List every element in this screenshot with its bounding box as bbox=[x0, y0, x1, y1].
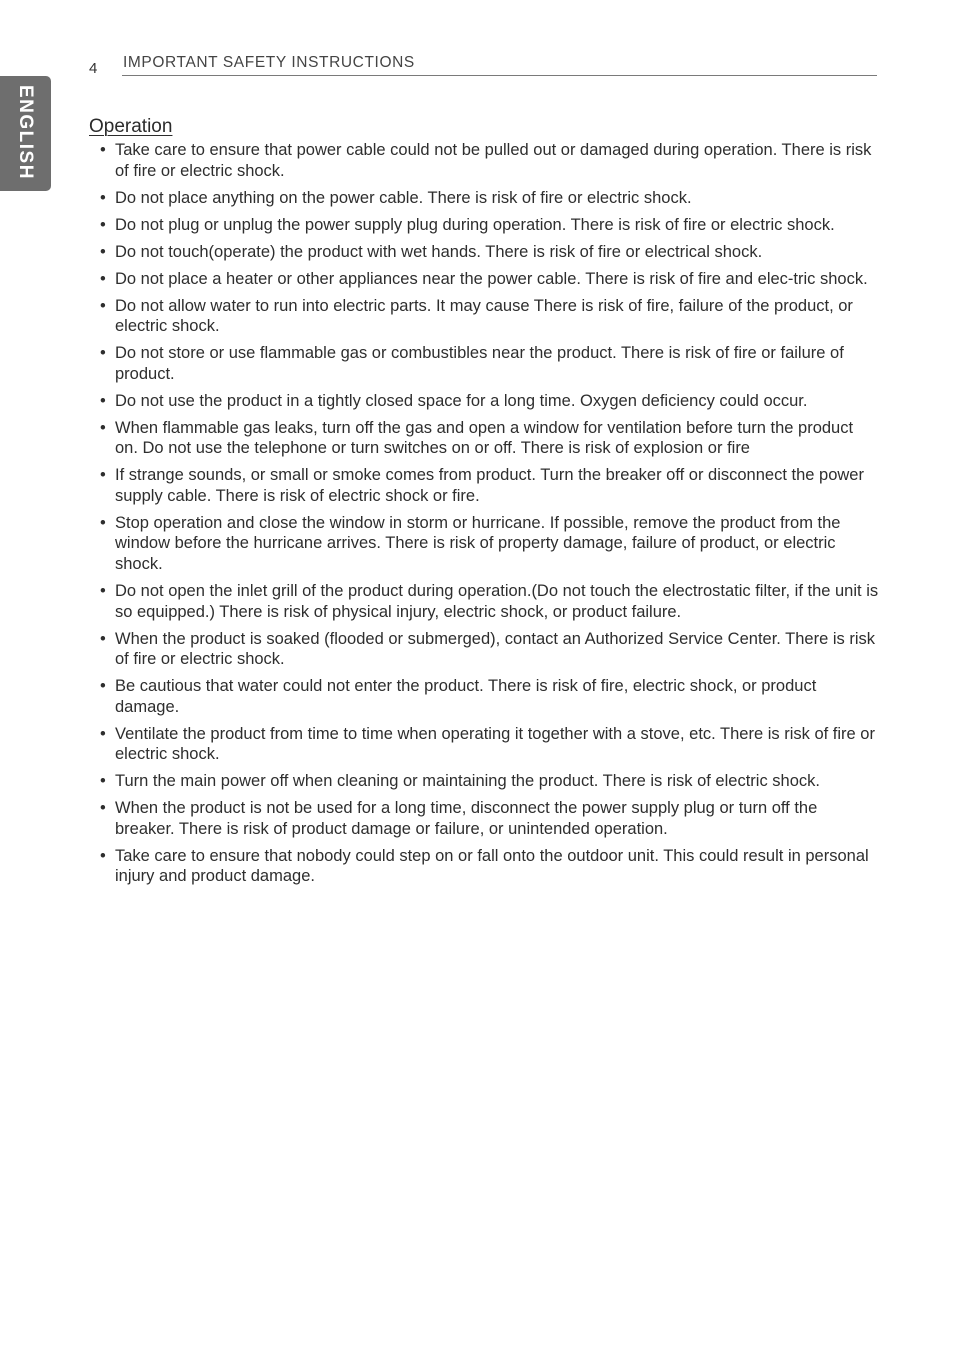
list-item bbox=[100, 140, 880, 181]
bullet-icon: • bbox=[100, 188, 106, 207]
list-item bbox=[100, 242, 880, 263]
bullet-icon: • bbox=[100, 772, 106, 791]
bullet-icon: • bbox=[100, 513, 106, 532]
list-item-text: Do not plug or unplug the power supply plug during operation. There is risk of fire or electric shock. bbox=[115, 215, 835, 234]
list-item bbox=[100, 629, 880, 670]
bullet-icon: • bbox=[100, 215, 106, 234]
list-item bbox=[100, 391, 880, 412]
bullet-icon: • bbox=[100, 418, 106, 437]
list-item-text: When the product is not be used for a long time, disconnect the power supply plug or turn off the breaker. There is risk of product damage or failure, or unintended operation. bbox=[115, 799, 818, 838]
list-item-text: Stop operation and close the window in storm or hurricane. If possible, remove the product from the window before the hurricane arrives. There is risk of property damage, failure of product, or electric shock. bbox=[115, 513, 841, 573]
list-item-text: Take care to ensure that power cable could not be pulled out or damaged during operation. There is risk of fire or electric shock. bbox=[115, 141, 872, 180]
bullet-icon: • bbox=[100, 141, 106, 159]
list-item bbox=[100, 771, 880, 792]
bullet-icon: • bbox=[100, 344, 106, 363]
list-item-text: Do not place anything on the power cable. There is risk of fire or electric shock. bbox=[115, 188, 692, 207]
section-title: Operation bbox=[89, 116, 173, 137]
language-tab-label: ENGLISH bbox=[15, 85, 36, 180]
bullet-icon: • bbox=[100, 296, 106, 315]
list-item-text: Turn the main power off when cleaning or maintaining the product. There is risk of electric shock. bbox=[115, 772, 820, 791]
language-tab bbox=[0, 76, 51, 191]
list-item bbox=[100, 581, 880, 622]
page-number: 4 bbox=[89, 60, 98, 77]
bullet-icon: • bbox=[100, 629, 106, 648]
list-item bbox=[100, 269, 880, 290]
list-item-text: Take care to ensure that nobody could step on or fall onto the outdoor unit. This could result in personal injury and product damage. bbox=[115, 846, 869, 886]
list-item bbox=[100, 465, 880, 506]
list-item-text: Do not use the product in a tightly closed space for a long time. Oxygen deficiency could occur. bbox=[115, 391, 808, 410]
header-divider bbox=[122, 75, 877, 76]
list-item-text: Ventilate the product from time to time when operating it together with a stove, etc. There is risk of fire or electric shock. bbox=[115, 724, 875, 764]
bullet-icon: • bbox=[100, 677, 106, 696]
bullet-icon: • bbox=[100, 466, 106, 485]
list-item bbox=[100, 215, 880, 236]
list-item-text: Do not open the inlet grill of the product during operation.(Do not touch the electrostatic filter, if the unit is so equipped.) There is risk of physical injury, electric shock, or product failure. bbox=[115, 581, 879, 621]
bullet-icon: • bbox=[100, 799, 106, 818]
list-item bbox=[100, 343, 880, 384]
list-item bbox=[100, 724, 880, 765]
list-item-text: Do not place a heater or other appliances near the power cable. There is risk of fire and elec-tric shock. bbox=[115, 269, 868, 288]
list-item-text: Do not allow water to run into electric parts. It may cause There is risk of fire, failure of the product, or electric shock. bbox=[115, 296, 853, 336]
header-title: IMPORTANT SAFETY INSTRUCTIONS bbox=[123, 54, 415, 71]
list-item bbox=[100, 296, 880, 337]
list-item bbox=[100, 798, 880, 839]
list-item bbox=[100, 846, 880, 887]
bullet-icon: • bbox=[100, 846, 106, 865]
bullet-icon: • bbox=[100, 269, 106, 288]
safety-bullet-list bbox=[100, 140, 880, 893]
list-item bbox=[100, 513, 880, 575]
bullet-icon: • bbox=[100, 581, 106, 600]
list-item bbox=[100, 676, 880, 717]
bullet-icon: • bbox=[100, 724, 106, 743]
list-item-text: When the product is soaked (flooded or submerged), contact an Authorized Service Center. There is risk of fire or electric shock. bbox=[115, 629, 876, 669]
list-item-text: Do not store or use flammable gas or combustibles near the product. There is risk of fire or failure of product. bbox=[115, 344, 844, 383]
list-item-text: Do not touch(operate) the product with wet hands. There is risk of fire or electrical shock. bbox=[115, 242, 763, 261]
list-item bbox=[100, 418, 880, 459]
bullet-icon: • bbox=[100, 242, 106, 261]
list-item-text: Be cautious that water could not enter the product. There is risk of fire, electric shock, or product damage. bbox=[115, 677, 817, 716]
list-item bbox=[100, 188, 880, 209]
list-item-text: When flammable gas leaks, turn off the gas and open a window for ventilation before turn the product on. Do not use the telephone or turn switches on or off. There is risk of explosion or fire bbox=[115, 418, 854, 458]
bullet-icon: • bbox=[100, 391, 106, 410]
list-item-text: If strange sounds, or small or smoke comes from product. Turn the breaker off or disconnect the power supply cable. There is risk of electric shock or fire. bbox=[115, 466, 864, 505]
